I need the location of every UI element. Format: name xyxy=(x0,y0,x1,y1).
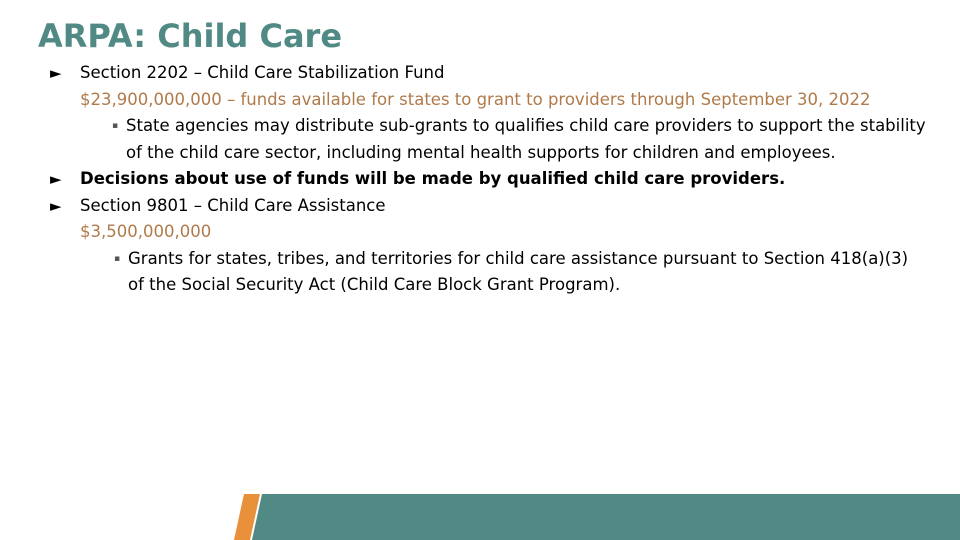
bullet-item xyxy=(50,166,945,193)
bullet-heading: Section 9801 – Child Care Assistance xyxy=(80,195,386,215)
bullet-item xyxy=(50,60,945,87)
sub-bullet-item xyxy=(50,246,945,299)
sub-bullet-text: Grants for states, tribes, and territories for child care assistance pursuant to Section 418(a)(3) of the Social Security Act (Child Care Block Grant Program). xyxy=(128,248,909,294)
right-pointer-icon: ► xyxy=(50,170,62,188)
funding-amount: $23,900,000,000 – funds available for states to grant to providers through September 30, 2022 xyxy=(80,89,871,109)
footer-decoration xyxy=(0,494,960,540)
right-pointer-icon: ► xyxy=(50,64,62,82)
footer-teal-band xyxy=(252,494,960,540)
bullet-heading: Decisions about use of funds will be made by qualified child care providers. xyxy=(80,169,786,188)
sub-bullet-text: State agencies may distribute sub-grants to qualifies child care providers to support the stability of the child care sector, including mental health supports for children and employees. xyxy=(126,116,926,162)
square-bullet-icon: ▪ xyxy=(114,253,121,264)
square-bullet-icon: ▪ xyxy=(112,121,119,131)
bullet-heading: Section 2202 – Child Care Stabilization Fund xyxy=(80,63,445,82)
slide-content xyxy=(50,60,945,299)
slide-title: ARPA: Child Care xyxy=(38,17,343,55)
sub-bullet-item xyxy=(50,113,945,166)
bullet-item xyxy=(50,193,945,220)
funding-amount: $3,500,000,000 xyxy=(80,222,212,241)
right-pointer-icon: ► xyxy=(50,196,62,215)
